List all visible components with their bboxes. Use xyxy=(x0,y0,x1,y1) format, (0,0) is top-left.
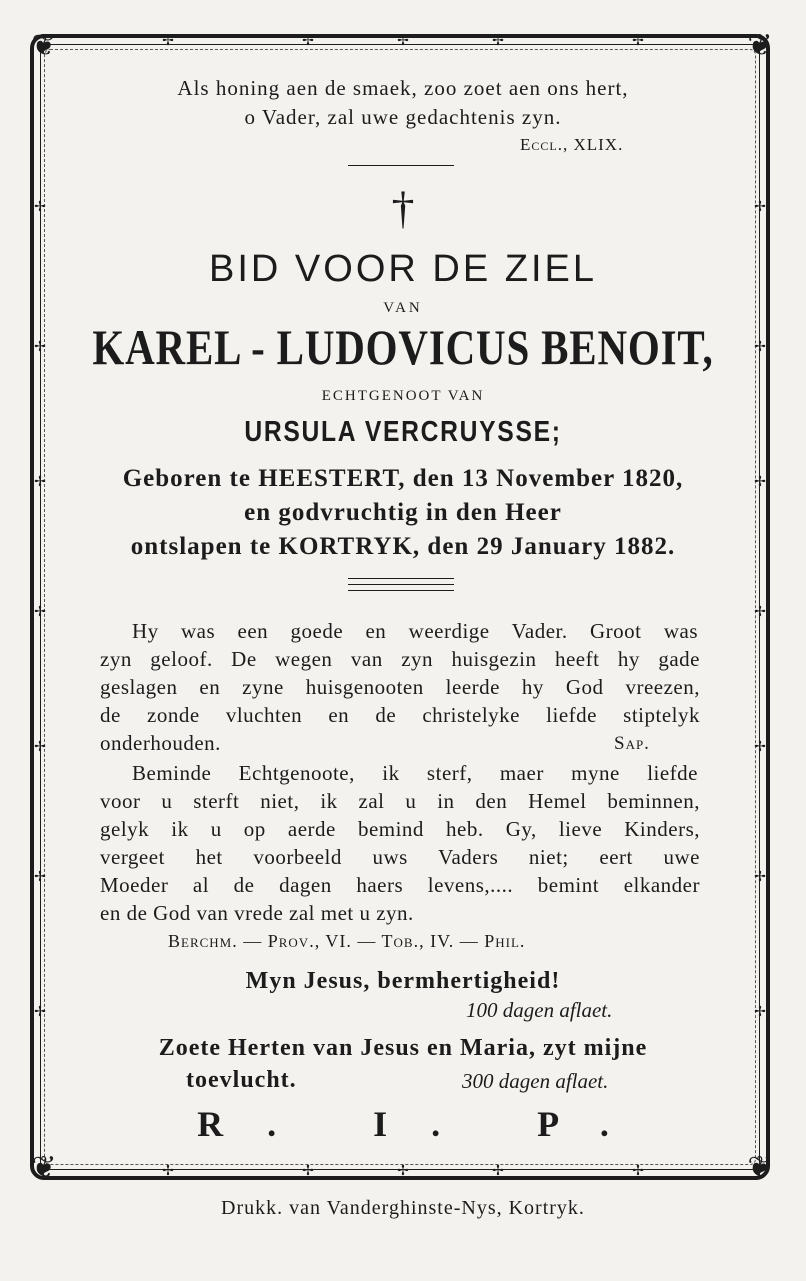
death-line-1: en godvruchtig in den Heer xyxy=(244,499,562,526)
border-knot-icon: ✢ xyxy=(492,34,504,49)
motto-reference: Eccl., XLIX. xyxy=(520,135,624,154)
corner-flourish-icon: ❦ xyxy=(31,1151,57,1184)
border-knot-icon: ✢ xyxy=(34,340,46,355)
divider-rule xyxy=(348,584,454,585)
paragraph1-line: geslagen en zyne huisgenooten leerde hy God vreezen, xyxy=(100,675,700,699)
indulgence-2: 300 dagen aflaet. xyxy=(462,1069,609,1093)
paragraph1-line: onderhouden. xyxy=(100,731,221,755)
border-knot-icon: ✢ xyxy=(632,1164,644,1179)
divider-rule xyxy=(348,590,454,591)
motto-line-1: Als honing aen de smaek, zoo zoet aen ons hert, xyxy=(177,76,629,100)
border-knot-icon: ✢ xyxy=(34,1005,46,1020)
border-knot-icon: ✢ xyxy=(34,200,46,215)
border-knot-icon: ✢ xyxy=(754,475,766,490)
spouse-label: ECHTGENOOT VAN xyxy=(321,388,485,404)
motto-line-2: o Vader, zal uwe gedachtenis zyn. xyxy=(244,105,562,129)
border-knot-icon: ✢ xyxy=(754,1005,766,1020)
border-knot-icon: ✢ xyxy=(754,740,766,755)
corner-flourish-icon: ❦ xyxy=(31,29,57,62)
paragraph1-line: de zonde vluchten en de christelyke liefde stiptelyk xyxy=(100,703,700,727)
paragraph1-line: zyn geloof. De wegen van zyn huisgezin heeft hy gade xyxy=(100,647,700,671)
paragraph1-source: Sap. xyxy=(614,733,650,754)
divider-rule xyxy=(348,578,454,579)
border-knot-icon: ✢ xyxy=(754,340,766,355)
birth-line: Geboren te HEESTERT, den 13 November 1820, xyxy=(122,465,684,492)
prayer-2-line-1: Zoete Herten van Jesus en Maria, zyt mijne xyxy=(158,1035,648,1061)
border-knot-icon: ✢ xyxy=(632,34,644,49)
corner-flourish-icon: ❦ xyxy=(747,29,773,62)
paragraph2-line: gelyk ik u op aerde bemind heb. Gy, lieve Kinders, xyxy=(100,817,700,841)
border-knot-icon: ✢ xyxy=(754,200,766,215)
printer-imprint: Drukk. van Vanderghinste-Nys, Kortryk. xyxy=(221,1197,585,1219)
border-knot-icon: ✢ xyxy=(302,34,314,49)
paragraph2-sources: Berchm. — Prov., VI. — Tob., IV. — Phil. xyxy=(168,931,526,951)
divider-rule xyxy=(348,165,454,166)
paragraph2-line: en de God van vrede zal met u zyn. xyxy=(100,901,414,925)
border-knot-icon: ✢ xyxy=(397,34,409,49)
indulgence-1: 100 dagen aflaet. xyxy=(466,998,613,1022)
heading-bid-voor-de-ziel: BID VOOR DE ZIEL xyxy=(209,248,597,290)
prayer-1: Myn Jesus, bermhertigheid! xyxy=(245,968,561,994)
border-knot-icon: ✢ xyxy=(162,1164,174,1179)
corner-flourish-icon: ❦ xyxy=(747,1151,773,1184)
death-line-2: ontslapen te KORTRYK, den 29 January 1882. xyxy=(130,533,676,560)
border-knot-icon: ✢ xyxy=(754,870,766,885)
prayer-2-line-2: toevlucht. xyxy=(186,1067,297,1093)
paragraph2-line: vergeet het voorbeeld uws Vaders niet; eert uwe xyxy=(100,845,700,869)
border-knot-icon: ✢ xyxy=(397,1164,409,1179)
paragraph2-line: voor u sterft niet, ik zal u in den Hemel beminnen, xyxy=(100,789,700,813)
border-knot-icon: ✢ xyxy=(492,1164,504,1179)
heading-van: VAN xyxy=(383,300,423,316)
deceased-name: KAREL - LUDOVICUS BENOIT, xyxy=(92,319,714,375)
border-knot-icon: ✢ xyxy=(34,870,46,885)
cross-icon: † xyxy=(391,182,415,233)
border-knot-icon: ✢ xyxy=(34,475,46,490)
rip: R. I. P. xyxy=(197,1104,653,1144)
border-knot-icon: ✢ xyxy=(34,605,46,620)
border-knot-icon: ✢ xyxy=(34,740,46,755)
border-knot-icon: ✢ xyxy=(302,1164,314,1179)
border-knot-icon: ✢ xyxy=(162,34,174,49)
paragraph2-line: Moeder al de dagen haers levens,.... bemint elkander xyxy=(100,873,700,897)
paragraph2-line: Beminde Echtgenoote, ik sterf, maer myne liefde xyxy=(132,761,698,785)
paragraph1-line: Hy was een goede en weerdige Vader. Groot was xyxy=(132,619,698,643)
spouse-name: URSULA VERCRUYSSE; xyxy=(244,416,562,448)
border-knot-icon: ✢ xyxy=(754,605,766,620)
